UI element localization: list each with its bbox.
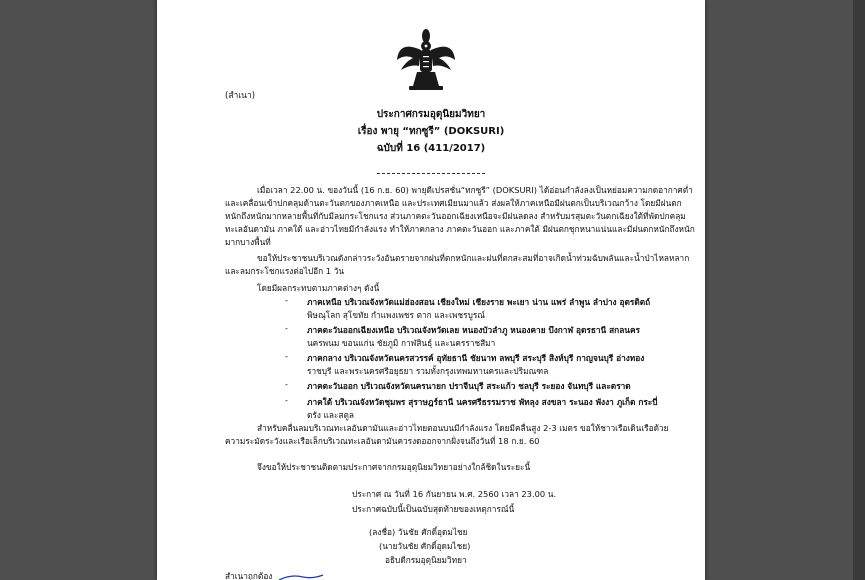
region-line: ภาคใต้ บริเวณจังหวัดชุมพร สุราษฎร์ธานี นครศรีธรรมราช พัทลุง สงขลา ระนอง พังงา ภูเก็ต กระบี่ xyxy=(307,397,658,407)
paragraph-line: และเคลื่อนเข้าปกคลุมด้านตะวันตกของภาคเหนือ และประเทศเมียนมาแล้ว ส่งผลให้ภาคเหนือมีฝนตกเป็นบริเวณกว้าง โดยมีฝนตก xyxy=(225,198,682,208)
region-line: นครพนม ขอนแก่น ชัยภูมิ กาฬสินธุ์ และนครราชสีมา xyxy=(307,338,496,348)
paragraph-line: โดยมีผลกระทบตามภาคต่างๆ ดังนี้ xyxy=(257,283,380,293)
paragraph-line: ความระมัดระวังและเรือเล็กบริเวณทะเลอันดามันควรงดออกจากฝั่งจนถึงวันที่ 18 ก.ย. 60 xyxy=(225,436,540,446)
paragraph-line: จึงขอให้ประชาชนติดตามประกาศจากกรมอุตุนิยมวิทยาอย่างใกล้ชิดในระยะนี้ xyxy=(257,462,531,472)
document-page xyxy=(157,0,705,580)
title-separator xyxy=(377,173,485,174)
paragraph-line: และลมกระโชกแรงต่อไปอีก 1 วัน xyxy=(225,266,345,276)
region-line: ตรัง และสตูล xyxy=(307,410,354,420)
copy-label: (สำเนา) xyxy=(225,91,256,101)
region-line: ภาคกลาง บริเวณจังหวัดนครสวรรค์ อุทัยธานี ชัยนาท ลพบุรี สระบุรี สิงห์บุรี กาญจนบุรี อ่างทอง xyxy=(307,353,645,363)
viewer-scrollbar[interactable] xyxy=(853,0,865,580)
signature-line: (ลงชื่อ) วันชัย ศักดิ์อุดมไชย xyxy=(369,527,468,537)
paragraph-line: หนักถึงหนักมากหลายพื้นที่กับมีลมกระโชกแรง ส่วนภาคตะวันออกเฉียงเหนือจะมีฝนลดลง สำหรับมรสุมตะวันตกเฉียงใต้ที่พัดปกคลุม xyxy=(225,211,686,221)
region-line: ราชบุรี และพระนครศรีอยุธยา รวมทั้งกรุงเทพมหานครและปริมณฑล xyxy=(307,366,549,376)
document-title: ประกาศกรมอุตุนิยมวิทยา xyxy=(376,109,486,120)
bullet: - xyxy=(285,351,288,361)
paragraph-line: ทะเลอันดามัน ภาคใต้ และอ่าวไทยมีกำลังแรง ทำให้ภาคกลาง ภาคตะวันออก และภาคใต้ มีฝนตกชุกหนาแน่นและมีฝนตกหนักถึงหนัก xyxy=(225,224,695,234)
document-subject: เรื่อง พายุ “ทกซูรี” (DOKSURI) xyxy=(357,126,505,137)
signer-title: อธิบดีกรมอุตุนิยมวิทยา xyxy=(385,555,467,565)
region-line: ภาคตะวันออก บริเวณจังหวัดนครนายก ปราจีนบุรี สระแก้ว ชลบุรี ระยอง จันทบุรี และตราด xyxy=(307,381,631,391)
paragraph-line: ขอให้ประชาชนบริเวณดังกล่าวระวังอันตรายจากฝนที่ตกหนักและฝนที่ตกสะสมที่อาจเกิดน้ำท่วมฉับพลันและน้ำป่าไหลหลาก xyxy=(257,253,690,263)
bullet: - xyxy=(285,379,288,389)
paragraph-line: เมื่อเวลา 22.00 น. ของวันนี้ (16 ก.ย. 60) พายุดีเปรสชั่น“ทกซูรี” (DOKSURI) ได้อ่อนกำลังลงเป็นหย่อมความกดอากาศต่ำ xyxy=(257,185,693,195)
announcement-date: ประกาศ ณ วันที่ 16 กันยายน พ.ศ. 2560 เวลา 23.00 น. xyxy=(352,489,557,499)
region-line: ภาคเหนือ บริเวณจังหวัดแม่ฮ่องสอน เชียงใหม่ เชียงราย พะเยา น่าน แพร่ ลำพูน ลำปาง อุตรดิตถ์ xyxy=(307,297,651,307)
final-note: ประกาศฉบับนี้เป็นฉบับสุดท้ายของเหตุการณ์นี้ xyxy=(352,504,515,514)
bullet: - xyxy=(285,295,288,305)
signer-name: (นายวันชัย ศักดิ์อุดมไชย) xyxy=(379,541,471,551)
document-issue: ฉบับที่ 16 (411/2017) xyxy=(376,143,486,154)
certified-copy-label: สำเนาถูกต้อง xyxy=(225,571,273,580)
region-line: ภาคตะวันออกเฉียงเหนือ บริเวณจังหวัดเลย หนองบัวลำภู หนองคาย บึงกาฬ อุดรธานี สกลนคร xyxy=(307,325,640,335)
bullet: - xyxy=(285,323,288,333)
garuda-emblem-icon xyxy=(395,26,457,92)
bullet: - xyxy=(285,395,288,405)
region-line: พิษณุโลก สุโขทัย กำแพงเพชร ตาก และเพชรบูรณ์ xyxy=(307,310,485,320)
handwritten-signature-icon xyxy=(277,572,325,580)
paragraph-line: สำหรับคลื่นลมบริเวณทะเลอันดามันและอ่าวไทยตอนบนมีกำลังแรง โดยมีคลื่นสูง 2-3 เมตร ขอให้ชาวเรือเดินเรือด้วย xyxy=(257,423,669,433)
paragraph-line: มากบางพื้นที่ xyxy=(225,237,271,247)
